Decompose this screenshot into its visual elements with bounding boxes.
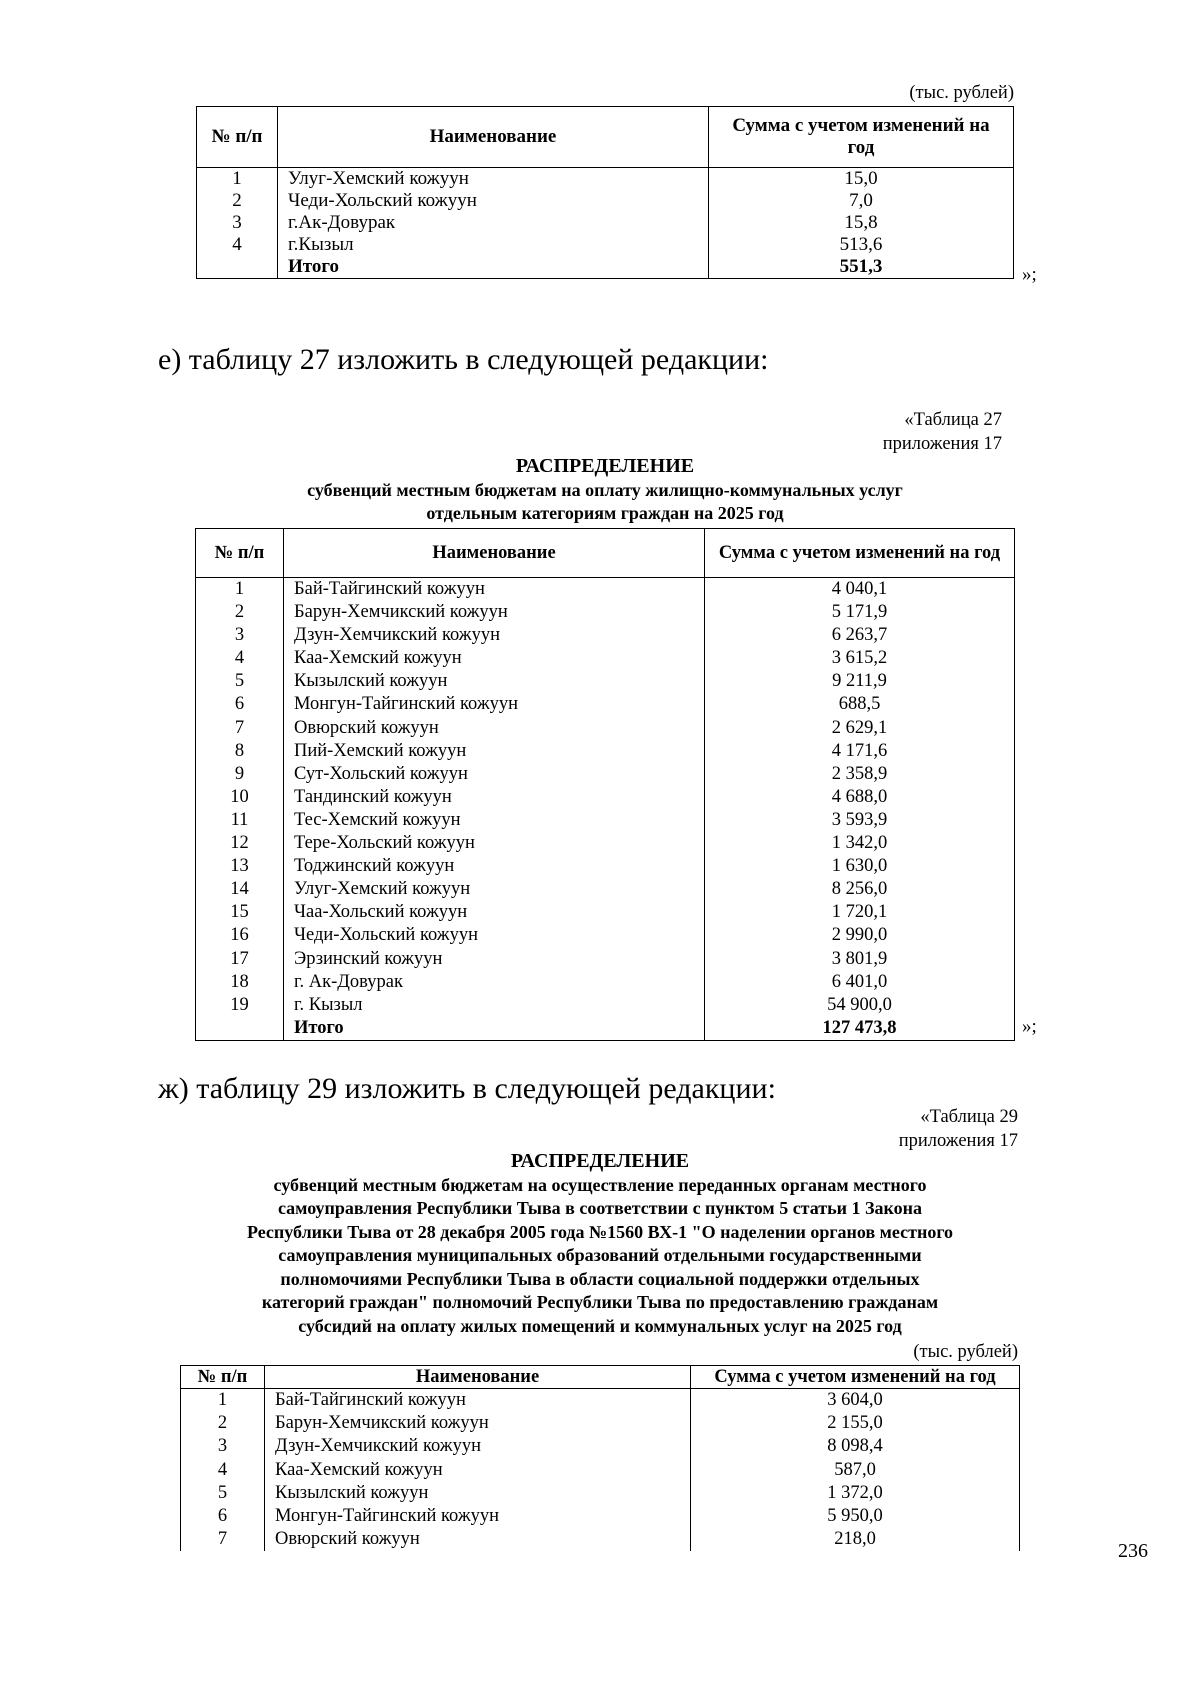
cell-name: г.Кызыл xyxy=(278,234,709,256)
cell-name: Овюрский кожуун xyxy=(265,1528,691,1551)
closing-mark-table27: »; xyxy=(1022,1016,1037,1037)
cell-name: Дзун-Хемчикский кожуун xyxy=(265,1435,691,1458)
table29-subtitle-line: самоуправления муниципальных образований отдельными государственными xyxy=(278,1245,922,1265)
cell-name: Бай-Тайгинский кожуун xyxy=(265,1389,691,1413)
table-row xyxy=(181,1412,1020,1435)
cell-num: 7 xyxy=(196,717,284,740)
cell-name: Барун-Хемчикский кожуун xyxy=(284,601,705,624)
table29-subtitle-line: категорий граждан" полномочий Республики Тыва по предоставлению гражданам xyxy=(261,1292,939,1312)
cell-sum: 587,0 xyxy=(834,1459,876,1480)
table29-subtitle-line: субсидий на оплату жилых помещений и коммунальных услуг на 2025 год xyxy=(298,1315,902,1336)
cell-num xyxy=(196,1017,284,1041)
table-row xyxy=(196,624,1015,647)
cell-sum: 2 358,9 xyxy=(831,763,888,784)
table-row xyxy=(196,924,1015,947)
table29-title: РАСПРЕДЕЛЕНИЕ xyxy=(510,1150,690,1172)
cell-name: г. Ак-Довурак xyxy=(284,971,705,994)
table-row xyxy=(196,786,1015,809)
cell-sum: 1 342,0 xyxy=(831,833,888,854)
cell-sum: 4 040,1 xyxy=(831,579,888,599)
cell-name: Тере-Хольский кожуун xyxy=(284,832,705,855)
cell-name: Кызылский кожуун xyxy=(265,1482,691,1505)
table-header-row xyxy=(181,1366,1020,1389)
table-row xyxy=(181,1459,1020,1482)
units-label-top: (тыс. рублей) xyxy=(909,83,1014,103)
cell-num: 13 xyxy=(196,855,284,878)
table-header-row xyxy=(197,107,1014,168)
cell-sum: 54 900,0 xyxy=(827,994,892,1015)
table-row xyxy=(196,740,1015,763)
cell-name: Бай-Тайгинский кожуун xyxy=(284,578,705,602)
cell-sum: 9 211,9 xyxy=(832,671,887,692)
cell-name: Каа-Хемский кожуун xyxy=(265,1459,691,1482)
cell-name: Монгун-Тайгинский кожуун xyxy=(284,693,705,716)
table-row xyxy=(196,763,1015,786)
cell-name: Сут-Хольский кожуун xyxy=(284,763,705,786)
cell-num: 1 xyxy=(181,1389,265,1413)
cell-num: 12 xyxy=(196,832,284,855)
col-num-header: № п/п xyxy=(197,107,278,168)
table-row xyxy=(196,901,1015,924)
cell-num: 7 xyxy=(181,1528,265,1551)
cell-name: Овюрский кожуун xyxy=(284,717,705,740)
cell-num: 16 xyxy=(196,924,284,947)
col-name-header: Наименование xyxy=(284,529,705,578)
top-table xyxy=(196,106,1014,279)
total-label: Итого xyxy=(278,256,709,279)
total-label: Итого xyxy=(284,1017,705,1041)
table-row xyxy=(196,601,1015,624)
cell-num: 15 xyxy=(196,901,284,924)
cell-sum: 15,8 xyxy=(844,212,878,233)
cell-sum: 8 256,0 xyxy=(831,879,888,900)
cell-sum: 8 098,4 xyxy=(827,1436,883,1457)
cell-sum: 7,0 xyxy=(849,190,873,211)
table-row xyxy=(197,168,1014,191)
cell-num xyxy=(197,256,278,279)
cell-num: 9 xyxy=(196,763,284,786)
cell-name: Монгун-Тайгинский кожуун xyxy=(265,1505,691,1528)
total-sum: 551,3 xyxy=(839,256,883,277)
cell-sum: 3 604,0 xyxy=(827,1390,883,1410)
table29-title-block xyxy=(170,1150,1030,1338)
cell-sum: 218,0 xyxy=(834,1529,876,1550)
page-number: 236 xyxy=(1118,1540,1148,1562)
total-row xyxy=(196,1017,1015,1041)
cell-sum: 688,5 xyxy=(838,694,881,715)
cell-name: Пий-Хемский кожуун xyxy=(284,740,705,763)
cell-name: Чеди-Хольский кожуун xyxy=(284,924,705,947)
section-zh-heading: ж) таблицу 29 изложить в следующей редакции: xyxy=(158,1072,776,1105)
cell-name: Тандинский кожуун xyxy=(284,786,705,809)
table-row xyxy=(196,578,1015,602)
cell-num: 3 xyxy=(196,624,284,647)
table27-caption xyxy=(760,408,1002,456)
table-row xyxy=(196,647,1015,670)
table27-title-block xyxy=(195,455,1015,526)
cell-sum: 2 990,0 xyxy=(831,925,888,946)
cell-sum: 1 372,0 xyxy=(827,1482,883,1503)
table-row xyxy=(181,1435,1020,1458)
cell-sum: 2 155,0 xyxy=(827,1413,883,1434)
cell-name: г.Ак-Довурак xyxy=(278,212,709,234)
cell-num: 1 xyxy=(196,578,284,602)
cell-num: 3 xyxy=(181,1435,265,1458)
cell-num: 10 xyxy=(196,786,284,809)
table27-subtitle-line1: субвенций местным бюджетам на оплату жилищно-коммунальных услуг xyxy=(307,479,903,500)
cell-num: 5 xyxy=(196,670,284,693)
cell-sum: 3 593,9 xyxy=(831,809,888,830)
table27-caption-line2: приложения 17 xyxy=(882,434,1002,454)
table-row xyxy=(196,971,1015,994)
cell-num: 5 xyxy=(181,1482,265,1505)
table-29 xyxy=(180,1365,1020,1551)
cell-sum: 3 615,2 xyxy=(831,648,888,669)
table29-subtitle-line: самоуправления Республики Тыва в соответствии с пунктом 5 статьи 1 Закона xyxy=(277,1198,923,1218)
cell-name: Тес-Хемский кожуун xyxy=(284,809,705,832)
cell-name: Дзун-Хемчикский кожуун xyxy=(284,624,705,647)
col-name-header: Наименование xyxy=(265,1366,691,1389)
table-row xyxy=(197,212,1014,234)
table29-subtitle-line: субвенций местным бюджетам на осуществление переданных органам местного xyxy=(273,1174,927,1195)
cell-num: 4 xyxy=(196,647,284,670)
cell-name: Улуг-Хемский кожуун xyxy=(284,878,705,901)
cell-sum: 5 171,9 xyxy=(831,602,888,623)
cell-name: Улуг-Хемский кожуун xyxy=(278,168,709,191)
cell-num: 6 xyxy=(196,693,284,716)
table-row xyxy=(196,994,1015,1017)
table-row xyxy=(196,855,1015,878)
cell-sum: 5 950,0 xyxy=(827,1506,883,1527)
cell-sum: 1 720,1 xyxy=(831,902,888,923)
col-sum-header: Сумма с учетом изменений на год xyxy=(705,529,1015,578)
cell-sum: 6 263,7 xyxy=(831,625,888,646)
cell-sum: 513,6 xyxy=(839,234,883,255)
cell-num: 11 xyxy=(196,809,284,832)
cell-name: Эрзинский кожуун xyxy=(284,948,705,971)
total-row xyxy=(197,256,1014,279)
cell-sum: 15,0 xyxy=(844,168,878,189)
table-row xyxy=(196,693,1015,716)
col-num-header: № п/п xyxy=(196,529,284,578)
total-sum: 127 473,8 xyxy=(822,1017,897,1038)
cell-name: Чаа-Хольский кожуун xyxy=(284,901,705,924)
cell-num: 3 xyxy=(197,212,278,234)
table-row xyxy=(196,670,1015,693)
cell-name: Каа-Хемский кожуун xyxy=(284,647,705,670)
table27-subtitle-line2: отдельным категориям граждан на 2025 год xyxy=(426,503,784,523)
table29-caption-line1: «Таблица 29 xyxy=(920,1107,1018,1127)
table-row xyxy=(181,1505,1020,1528)
table27-caption-line1: «Таблица 27 xyxy=(904,410,1002,430)
table-row xyxy=(196,878,1015,901)
cell-num: 4 xyxy=(181,1459,265,1482)
table-row xyxy=(196,717,1015,740)
table-row xyxy=(196,948,1015,971)
table-row xyxy=(181,1482,1020,1505)
table-row xyxy=(196,832,1015,855)
cell-sum: 1 630,0 xyxy=(831,856,888,877)
table-row xyxy=(181,1389,1020,1413)
cell-sum: 3 801,9 xyxy=(831,948,888,969)
table-row xyxy=(197,190,1014,212)
table-row xyxy=(197,234,1014,256)
cell-sum: 4 171,6 xyxy=(831,740,888,761)
col-num-header: № п/п xyxy=(181,1366,265,1389)
table29-caption-line2: приложения 17 xyxy=(898,1131,1018,1151)
cell-num: 8 xyxy=(196,740,284,763)
units-label-table29: (тыс. рублей) xyxy=(913,1342,1018,1362)
cell-sum: 6 401,0 xyxy=(831,971,888,992)
cell-num: 19 xyxy=(196,994,284,1017)
col-sum-header: Сумма с учетом изменений на год xyxy=(709,107,1014,168)
table29-caption xyxy=(770,1105,1018,1153)
table-header-row xyxy=(196,529,1015,578)
table-row xyxy=(181,1528,1020,1551)
cell-num: 6 xyxy=(181,1505,265,1528)
section-e-heading: е) таблицу 27 изложить в следующей редакции: xyxy=(158,343,769,376)
cell-name: Барун-Хемчикский кожуун xyxy=(265,1412,691,1435)
cell-name: Чеди-Хольский кожуун xyxy=(278,190,709,212)
cell-num: 2 xyxy=(196,601,284,624)
cell-num: 14 xyxy=(196,878,284,901)
cell-name: г. Кызыл xyxy=(284,994,705,1017)
table-27 xyxy=(195,528,1015,1041)
cell-num: 4 xyxy=(197,234,278,256)
cell-num: 17 xyxy=(196,948,284,971)
cell-num: 2 xyxy=(181,1412,265,1435)
cell-num: 18 xyxy=(196,971,284,994)
table29-subtitle-line: полномочиями Республики Тыва в области социальной поддержки отдельных xyxy=(280,1268,920,1289)
cell-num: 2 xyxy=(197,190,278,212)
cell-sum: 2 629,1 xyxy=(831,717,888,738)
cell-name: Тоджинский кожуун xyxy=(284,855,705,878)
cell-name: Кызылский кожуун xyxy=(284,670,705,693)
table29-subtitle-line: Республики Тыва от 28 декабря 2005 года №1560 ВХ-1 "О наделении органов местного xyxy=(246,1221,954,1242)
cell-sum: 4 688,0 xyxy=(831,786,888,807)
table-row xyxy=(196,809,1015,832)
col-sum-header: Сумма с учетом изменений на год xyxy=(691,1366,1020,1389)
closing-mark-top: »; xyxy=(1022,264,1037,285)
cell-num: 1 xyxy=(197,168,278,191)
col-name-header: Наименование xyxy=(278,107,709,168)
table27-title: РАСПРЕДЕЛЕНИЕ xyxy=(515,455,695,477)
